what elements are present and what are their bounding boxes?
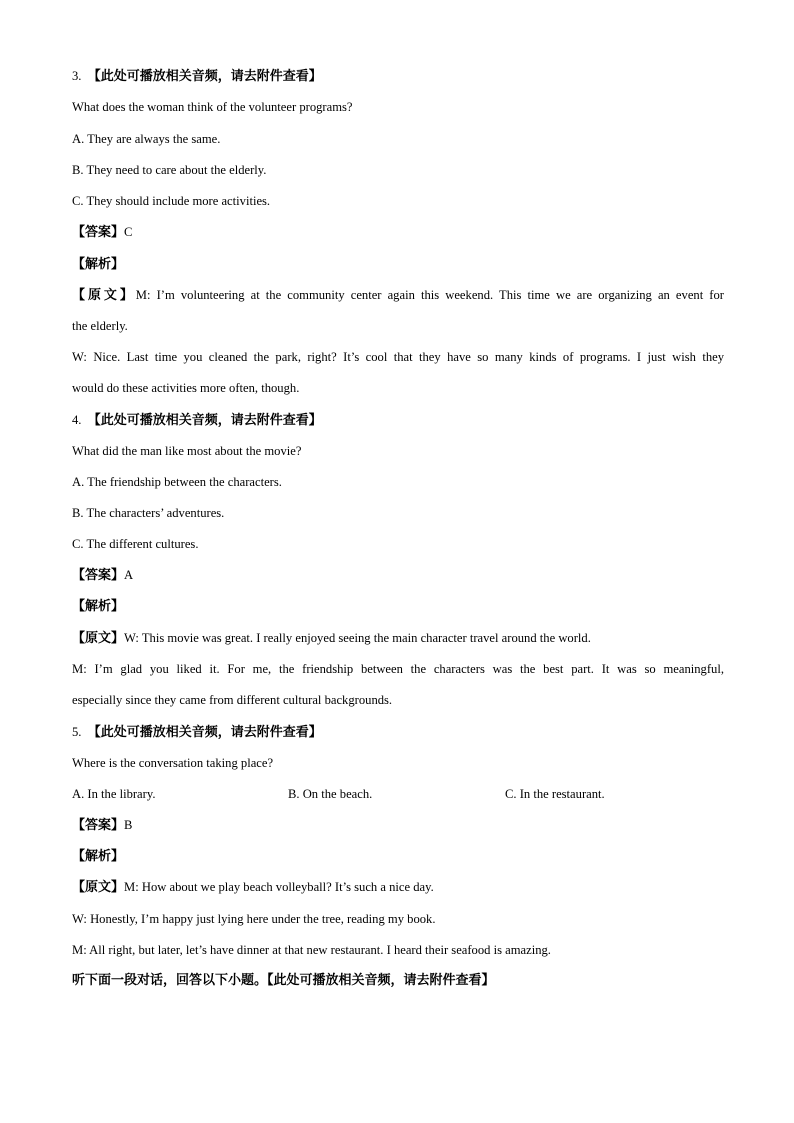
question-3-transcript-line-4: would do these activities more often, though.: [72, 381, 300, 395]
question-5-text: Where is the conversation taking place?: [72, 756, 274, 770]
audio-placeholder[interactable]: 【此处可播放相关音频，请去附件查看】: [87, 69, 322, 84]
question-3-transcript-line-1: [72, 287, 724, 304]
question-4-option-a: A. The friendship between the characters.: [72, 475, 282, 489]
question-number: 4.: [72, 413, 82, 427]
question-3-answer: [72, 224, 724, 241]
next-section-instruction[interactable]: 听下面一段对话，回答以下小题。【此处可播放相关音频，请去附件查看】: [72, 973, 495, 988]
question-3-transcript-line-2: the elderly.: [72, 319, 128, 333]
audio-placeholder[interactable]: 【此处可播放相关音频，请去附件查看】: [87, 725, 322, 740]
transcript-text: M: How about we play beach volleyball? It’s such a nice day.: [124, 880, 434, 894]
question-3-option-a: A. They are always the same.: [72, 132, 221, 146]
question-3-option-c: C. They should include more activities.: [72, 194, 271, 208]
analysis-label: 【解析】: [72, 599, 125, 614]
question-5-header: [72, 724, 724, 741]
question-number: 5.: [72, 725, 82, 739]
answer-value: B: [124, 818, 133, 832]
answer-value: A: [124, 568, 134, 582]
answer-label: 【答案】: [72, 568, 125, 583]
question-5-analysis: [72, 848, 724, 865]
question-5-option-c: C. In the restaurant.: [505, 787, 605, 801]
transcript-label: 【原文】: [72, 880, 125, 895]
question-4-analysis: [72, 598, 724, 615]
analysis-label: 【解析】: [72, 849, 125, 864]
question-5-transcript-line-1: [72, 879, 724, 896]
question-number: 3.: [72, 69, 82, 83]
audio-placeholder[interactable]: 【此处可播放相关音频，请去附件查看】: [87, 413, 322, 428]
question-3-analysis: [72, 256, 724, 273]
question-3-text: What does the woman think of the volunteer programs?: [72, 100, 353, 114]
answer-label: 【答案】: [72, 225, 125, 240]
question-4-answer: [72, 567, 724, 584]
question-5-transcript-line-3: M: All right, but later, let’s have dinner at that new restaurant. I heard their seafood is amazing.: [72, 943, 551, 957]
transcript-label: 【原文】: [72, 288, 136, 303]
question-4-header: [72, 412, 724, 429]
answer-label: 【答案】: [72, 818, 125, 833]
question-4-transcript-line-3: especially since they came from different cultural backgrounds.: [72, 693, 393, 707]
question-4-transcript-line-1: [72, 630, 724, 647]
question-4-option-b: B. The characters’ adventures.: [72, 506, 225, 520]
question-4-option-c: C. The different cultures.: [72, 537, 199, 551]
transcript-text: W: This movie was great. I really enjoyed seeing the main character travel around the world.: [124, 631, 591, 645]
question-5-option-a: A. In the library.: [72, 787, 156, 801]
question-3-transcript-line-3: W: Nice. Last time you cleaned the park, right? It’s cool that they have so many kinds of programs. I just wish they: [72, 350, 724, 364]
question-4-text: What did the man like most about the movie?: [72, 444, 302, 458]
question-5-option-b: B. On the beach.: [288, 787, 373, 801]
question-3-option-b: B. They need to care about the elderly.: [72, 163, 267, 177]
transcript-text: M: I’m volunteering at the community center again this weekend. This time we are organizing an event for: [135, 288, 724, 302]
question-5-transcript-line-2: W: Honestly, I’m happy just lying here under the tree, reading my book.: [72, 912, 436, 926]
question-3-header: [72, 68, 724, 85]
analysis-label: 【解析】: [72, 257, 125, 272]
answer-value: C: [124, 225, 133, 239]
question-5-answer: [72, 817, 724, 834]
transcript-label: 【原文】: [72, 631, 125, 646]
question-4-transcript-line-2: M: I’m glad you liked it. For me, the friendship between the characters was the best part. It was so meaningful,: [72, 662, 724, 676]
